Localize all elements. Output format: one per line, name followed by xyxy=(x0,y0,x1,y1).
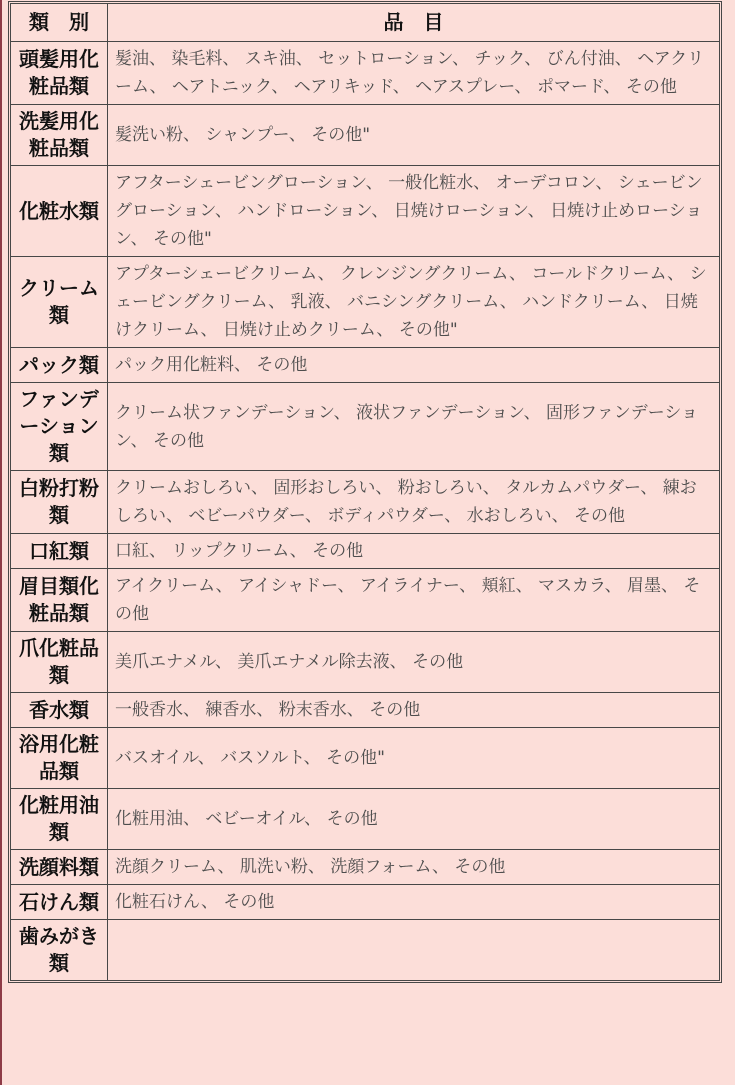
items-cell: アイクリーム、 アイシャドー、 アイライナー、 頬紅、 マスカラ、 眉墨、 その他 xyxy=(108,569,720,632)
items-cell: クリームおしろい、 固形おしろい、 粉おしろい、 タルカムパウダー、 練おしろい、 ベビーパウダー、 ボディパウダー、 水おしろい、 その他 xyxy=(108,471,720,534)
items-cell: 髪洗い粉、 シャンプー、 その他" xyxy=(108,105,720,166)
category-cell: 石けん類 xyxy=(11,885,108,920)
category-cell: 口紅類 xyxy=(11,534,108,569)
table-frame xyxy=(8,1,722,983)
items-cell: アプターシェービクリーム、 クレンジングクリーム、 コールドクリーム、 シェービングクリーム、 乳液、 バニシングクリーム、 ハンドクリーム、 日焼けクリーム、 日焼け止めクリーム、 その他" xyxy=(108,257,720,348)
items-cell xyxy=(108,920,720,981)
category-cell: 化粧水類 xyxy=(11,166,108,257)
header-category-cell: 類 別 xyxy=(11,4,108,42)
items-cell: 美爪エナメル、 美爪エナメル除去液、 その他 xyxy=(108,632,720,693)
table-row xyxy=(11,850,720,885)
category-cell: 頭髪用化粧品類 xyxy=(11,42,108,105)
category-cell: 歯みがき類 xyxy=(11,920,108,981)
category-cell: 眉目類化粧品類 xyxy=(11,569,108,632)
category-cell: パック類 xyxy=(11,348,108,383)
category-cell: クリーム類 xyxy=(11,257,108,348)
cosmetics-category-table xyxy=(10,3,720,981)
table-row xyxy=(11,920,720,981)
category-cell: 白粉打粉類 xyxy=(11,471,108,534)
table-row xyxy=(11,632,720,693)
items-cell: 一般香水、 練香水、 粉末香水、 その他 xyxy=(108,693,720,728)
header-row xyxy=(11,4,720,42)
table-row xyxy=(11,105,720,166)
items-cell: 髪油、 染毛料、 スキ油、 セットローション、 チック、 びん付油、 ヘアクリーム、 ヘアトニック、 ヘアリキッド、 ヘアスプレー、 ポマード、 その他 xyxy=(108,42,720,105)
table-row xyxy=(11,693,720,728)
items-cell: 洗顔クリーム、 肌洗い粉、 洗顔フォーム、 その他 xyxy=(108,850,720,885)
category-cell: 浴用化粧品類 xyxy=(11,728,108,789)
header-items-cell: 品 目 xyxy=(108,4,720,42)
table-row xyxy=(11,42,720,105)
category-cell: 化粧用油類 xyxy=(11,789,108,850)
items-cell: クリーム状ファンデーション、 液状ファンデーション、 固形ファンデーション、 その他 xyxy=(108,383,720,471)
category-cell: 洗髪用化粧品類 xyxy=(11,105,108,166)
table-row xyxy=(11,569,720,632)
table-row xyxy=(11,383,720,471)
table-row xyxy=(11,166,720,257)
items-cell: アフターシェービングローション、 一般化粧水、 オーデコロン、 シェービングローション、 ハンドローション、 日焼けローション、 日焼け止めローション、 その他" xyxy=(108,166,720,257)
table-row xyxy=(11,257,720,348)
items-cell: 化粧石けん、 その他 xyxy=(108,885,720,920)
left-edge-line xyxy=(0,0,2,1085)
table-row xyxy=(11,471,720,534)
items-cell: 化粧用油、 ベビーオイル、 その他 xyxy=(108,789,720,850)
category-cell: 香水類 xyxy=(11,693,108,728)
table-row xyxy=(11,728,720,789)
items-cell: パック用化粧料、 その他 xyxy=(108,348,720,383)
category-cell: 爪化粧品類 xyxy=(11,632,108,693)
table-row xyxy=(11,789,720,850)
table-row xyxy=(11,534,720,569)
table-row xyxy=(11,885,720,920)
items-cell: バスオイル、 バスソルト、 その他" xyxy=(108,728,720,789)
category-cell: 洗顔料類 xyxy=(11,850,108,885)
table-row xyxy=(11,348,720,383)
items-cell: 口紅、 リップクリーム、 その他 xyxy=(108,534,720,569)
category-cell: ファンデーション類 xyxy=(11,383,108,471)
